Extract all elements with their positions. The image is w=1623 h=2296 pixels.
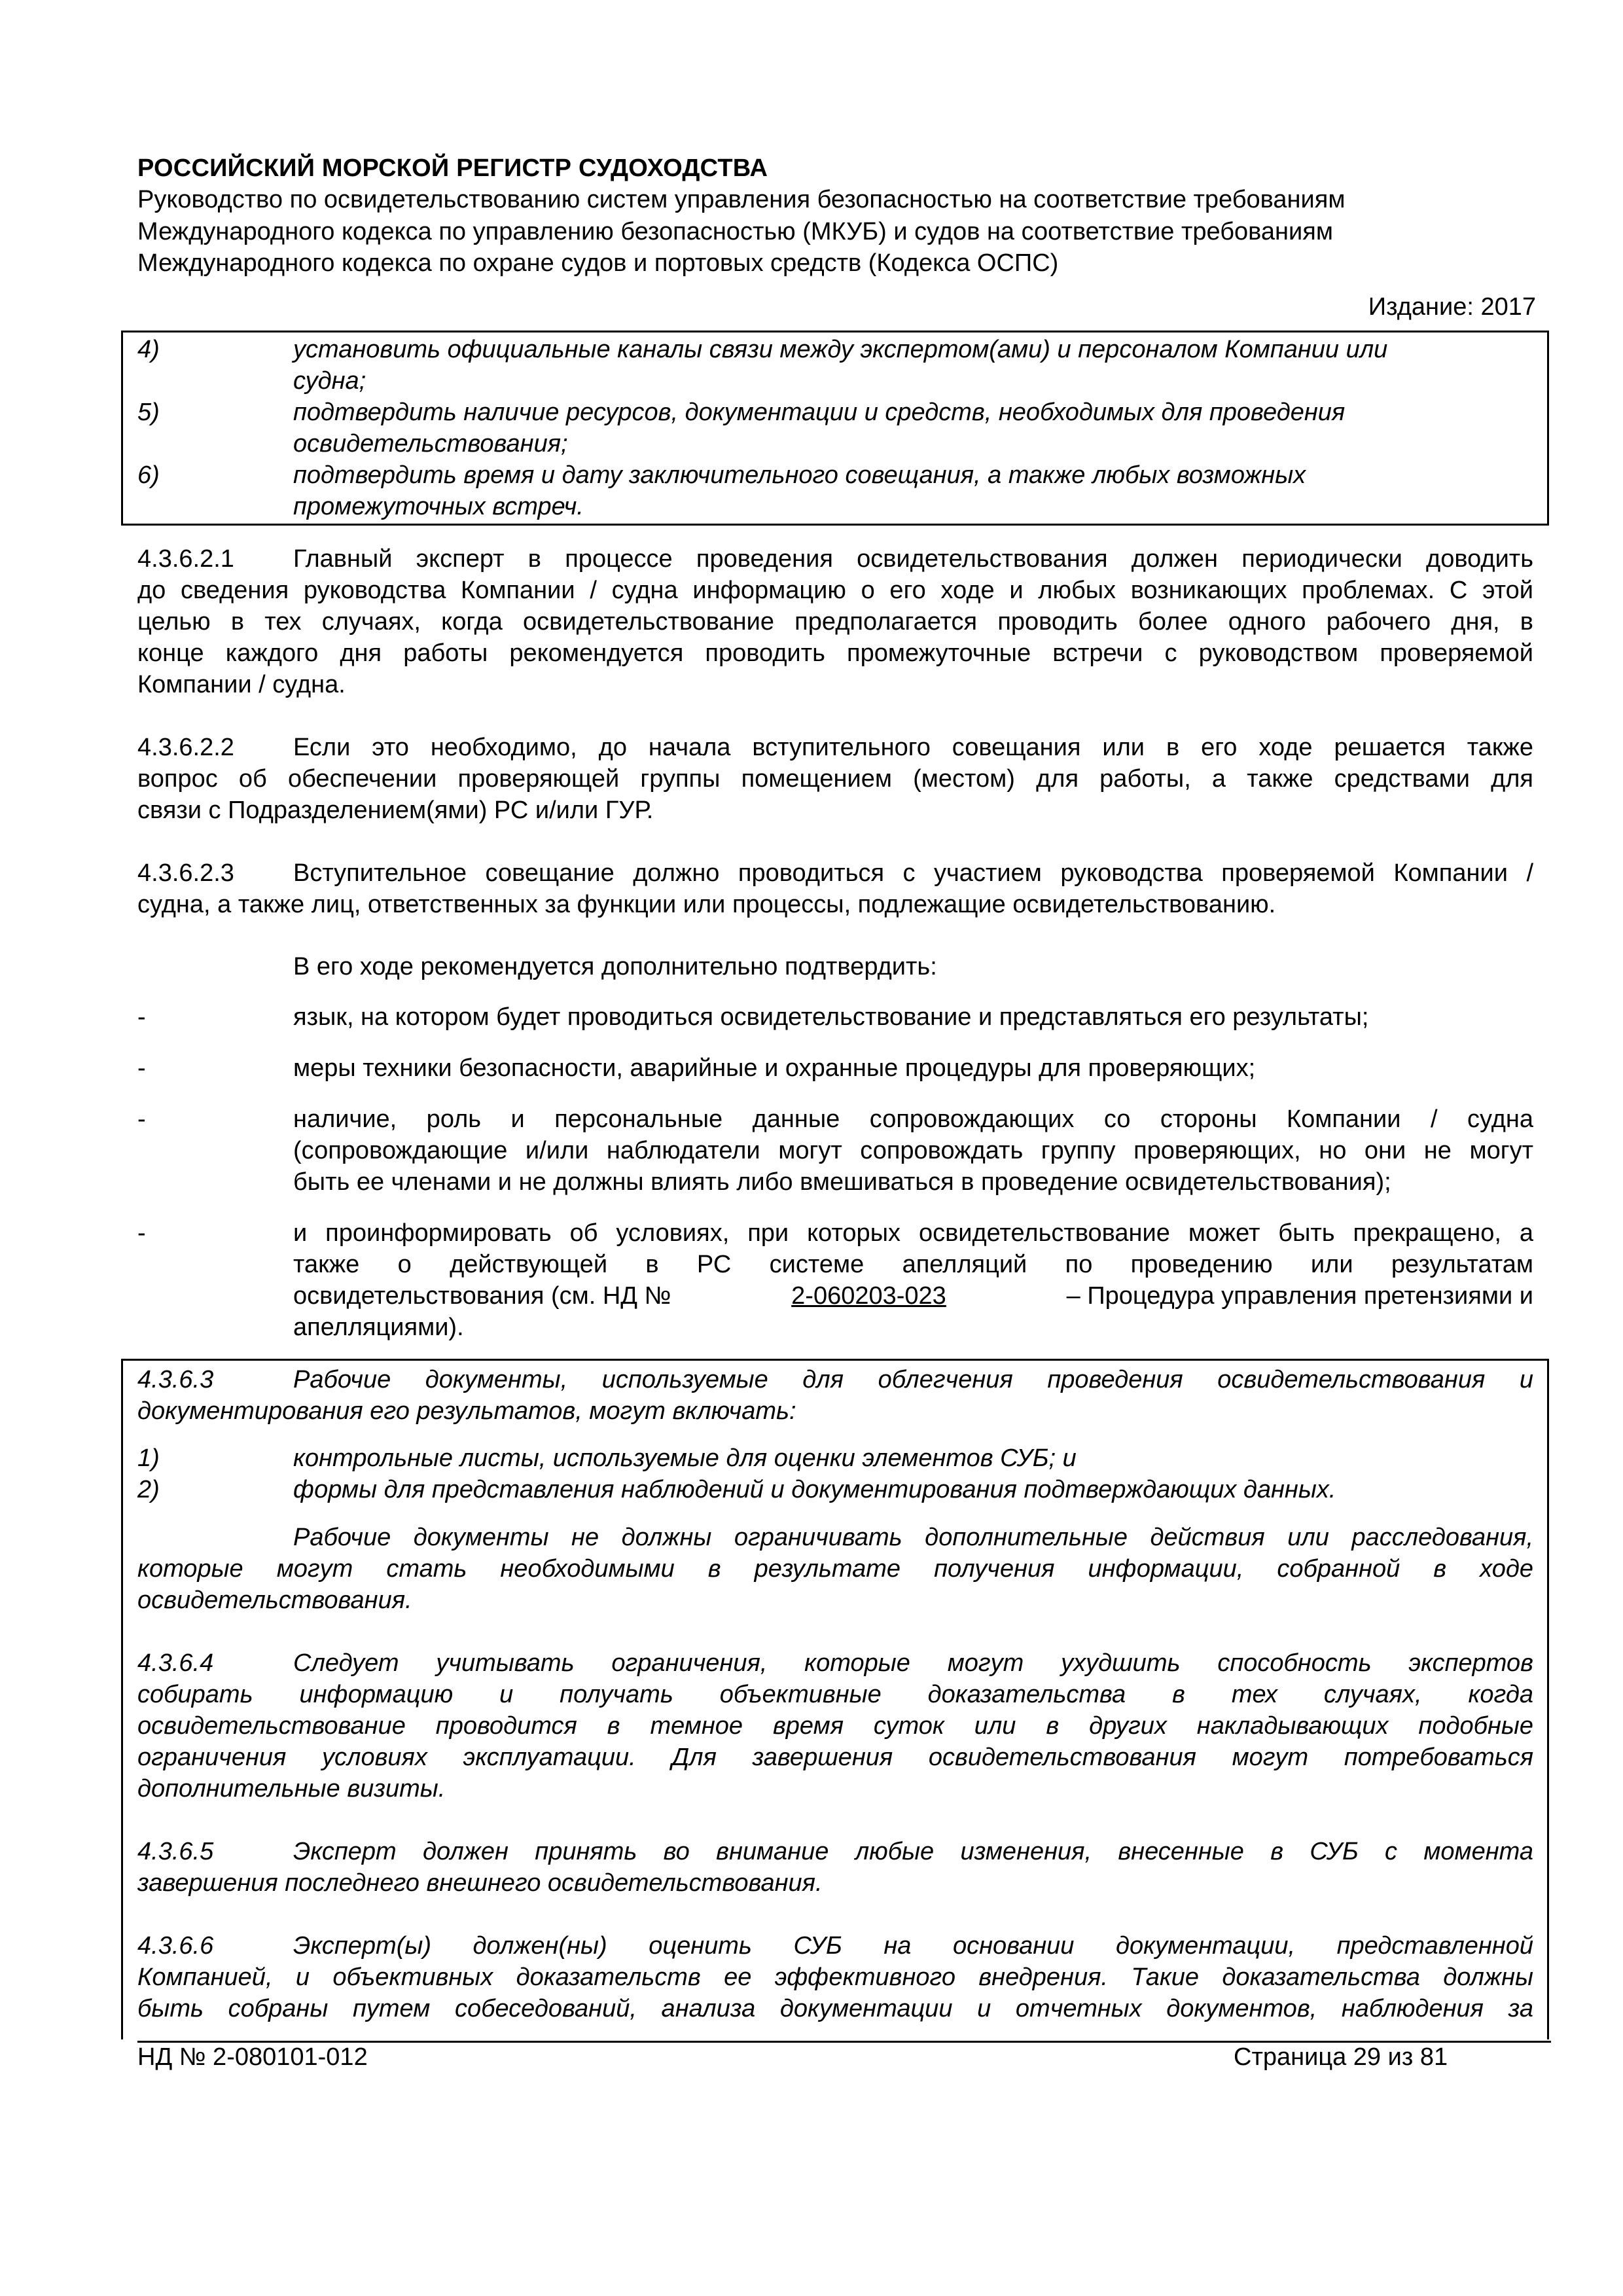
list-item-number: 4)	[137, 336, 160, 363]
bullet-text: освидетельствования (см. НД №	[293, 1282, 671, 1310]
paragraph-line: Вступительное совещание должно проводиться с участием руководства проверяемой Компании /	[293, 859, 1533, 887]
bullet-dash: -	[137, 1054, 146, 1082]
paragraph-line: документирования его результатов, могут включать:	[137, 1397, 796, 1425]
bullet-text: меры техники безопасности, аварийные и охранные процедуры для проверяющих;	[293, 1054, 1256, 1082]
section-number: 4.3.6.5	[137, 1838, 214, 1865]
list-item-number: 5)	[137, 399, 160, 426]
paragraph-line: собирать информацию и получать объективные доказательства в тех случаях, когда	[137, 1681, 1533, 1708]
bullet-dash: -	[137, 1003, 146, 1031]
paragraph-line: быть собраны путем собеседований, анализа документации и отчетных документов, наблюдения за	[137, 1995, 1533, 2022]
document-link-2-060203-023[interactable]: 2-060203-023	[791, 1282, 946, 1310]
list-item-number: 2)	[137, 1476, 160, 1503]
list-item-text: судна;	[293, 367, 366, 395]
bullet-text: также о действующей в РС системе апелляций по проведению или результатам	[293, 1251, 1533, 1278]
paragraph-line: Эксперт(ы) должен(ны) оценить СУБ на основании документации, представленной	[293, 1932, 1533, 1960]
paragraph-intro: В его ходе рекомендуется дополнительно подтвердить:	[293, 953, 937, 980]
list-item-text: освидетельствования;	[293, 430, 568, 457]
list-item-text: подтвердить время и дату заключительного совещания, а также любых возможных	[293, 461, 1306, 489]
paragraph-line: связи с Подразделением(ями) РС и/или ГУР.	[137, 797, 654, 824]
list-item-number: 1)	[137, 1444, 160, 1472]
paragraph-line: которые могут стать необходимыми в результате получения информации, собранной в ходе	[137, 1555, 1533, 1583]
footer-doc-number: НД № 2-080101-012	[137, 2043, 368, 2071]
paragraph-line: Эксперт должен принять во внимание любые изменения, внесенные в СУБ с момента	[293, 1838, 1533, 1865]
footer-page-number: Страница 29 из 81	[1234, 2043, 1448, 2071]
paragraph-line: Следует учитывать ограничения, которые могут ухудшить способность экспертов	[293, 1649, 1533, 1677]
paragraph-line: Главный эксперт в процессе проведения освидетельствования должен периодически доводить	[293, 545, 1533, 573]
bullet-text: язык, на котором будет проводиться освидетельствование и представляться его результаты;	[293, 1003, 1369, 1031]
paragraph-line: Компанией, и объективных доказательств ее эффективного внедрения. Такие доказательства должны	[137, 1964, 1533, 1991]
document-subtitle-line-1: Руководство по освидетельствованию систем управления безопасностью на соответствие требованиям	[137, 186, 1346, 213]
paragraph-line: освидетельствование проводится в темное время суток или в других накладывающих подобные	[137, 1712, 1533, 1740]
edition-label: Издание: 2017	[1368, 293, 1536, 321]
document-subtitle-line-3: Международного кодекса по охране судов и портовых средств (Кодекса ОСПС)	[137, 249, 1059, 277]
section-number: 4.3.6.3	[137, 1366, 214, 1393]
paragraph-line: целью в тех случаях, когда освидетельствование предполагается проводить более одного рабочего дня, в	[137, 608, 1533, 636]
paragraph-line: вопрос об обеспечении проверяющей группы помещением (местом) для работы, а также средствами для	[137, 765, 1533, 793]
paragraph-line: ограничения условиях эксплуатации. Для завершения освидетельствования могут потребоваться	[137, 1744, 1533, 1771]
section-number: 4.3.6.6	[137, 1932, 214, 1960]
paragraph-line: Рабочие документы, используемые для облегчения проведения освидетельствования и	[293, 1366, 1533, 1393]
bullet-text: и проинформировать об условиях, при которых освидетельствование может быть прекращено, а	[293, 1219, 1533, 1247]
paragraph-line: дополнительные визиты.	[137, 1775, 446, 1803]
list-item-text: установить официальные каналы связи между экспертом(ами) и персоналом Компании или	[293, 336, 1388, 363]
paragraph-line: освидетельствования.	[137, 1587, 412, 1614]
footer-rule	[137, 2041, 1551, 2043]
list-item-number: 6)	[137, 461, 160, 489]
section-number: 4.3.6.2.1	[137, 545, 234, 573]
bullet-text-with-link	[293, 1280, 1533, 1312]
paragraph-line: Компании / судна.	[137, 671, 346, 698]
paragraph-line: до сведения руководства Компании / судна информацию о его ходе и любых возникающих проблемах. С этой	[137, 577, 1533, 604]
paragraph-line: судна, а также лиц, ответственных за функции или процессы, подлежащие освидетельствованию.	[137, 891, 1276, 918]
document-subtitle-line-2: Международного кодекса по управлению безопасностью (МКУБ) и судов на соответствие требованиям	[137, 218, 1333, 245]
list-item-text: промежуточных встреч.	[293, 493, 584, 520]
list-item-text: контрольные листы, используемые для оценки элементов СУБ; и	[293, 1444, 1077, 1472]
bullet-text: быть ее членами и не должны влиять либо вмешиваться в проведение освидетельствования);	[293, 1168, 1391, 1196]
paragraph-line: завершения последнего внешнего освидетельствования.	[137, 1869, 823, 1897]
section-number: 4.3.6.2.2	[137, 734, 234, 761]
bullet-dash: -	[137, 1105, 146, 1133]
bullet-text: (сопровождающие и/или наблюдатели могут сопровождать группу проверяющих, но они не могут	[293, 1137, 1533, 1164]
bullet-text: наличие, роль и персональные данные сопровождающих со стороны Компании / судна	[293, 1105, 1533, 1133]
section-number: 4.3.6.4	[137, 1649, 214, 1677]
list-item-text: подтвердить наличие ресурсов, документации и средств, необходимых для проведения	[293, 399, 1346, 426]
bullet-dash: -	[137, 1219, 146, 1247]
list-item-text: формы для представления наблюдений и документирования подтверждающих данных.	[293, 1476, 1336, 1503]
paragraph-line: Если это необходимо, до начала вступительного совещания или в его ходе решается также	[293, 734, 1533, 761]
section-number: 4.3.6.2.3	[137, 859, 234, 887]
paragraph-line: конце каждого дня работы рекомендуется проводить промежуточные встречи с руководством проверяемой	[137, 639, 1533, 667]
paragraph-line: Рабочие документы не должны ограничивать дополнительные действия или расследования,	[293, 1524, 1533, 1551]
bullet-text: – Процедура управления претензиями и	[1066, 1282, 1533, 1310]
organization-title: РОССИЙСКИЙ МОРСКОЙ РЕГИСТР СУДОХОДСТВА	[137, 154, 768, 182]
bullet-text: апелляциями).	[293, 1314, 464, 1341]
